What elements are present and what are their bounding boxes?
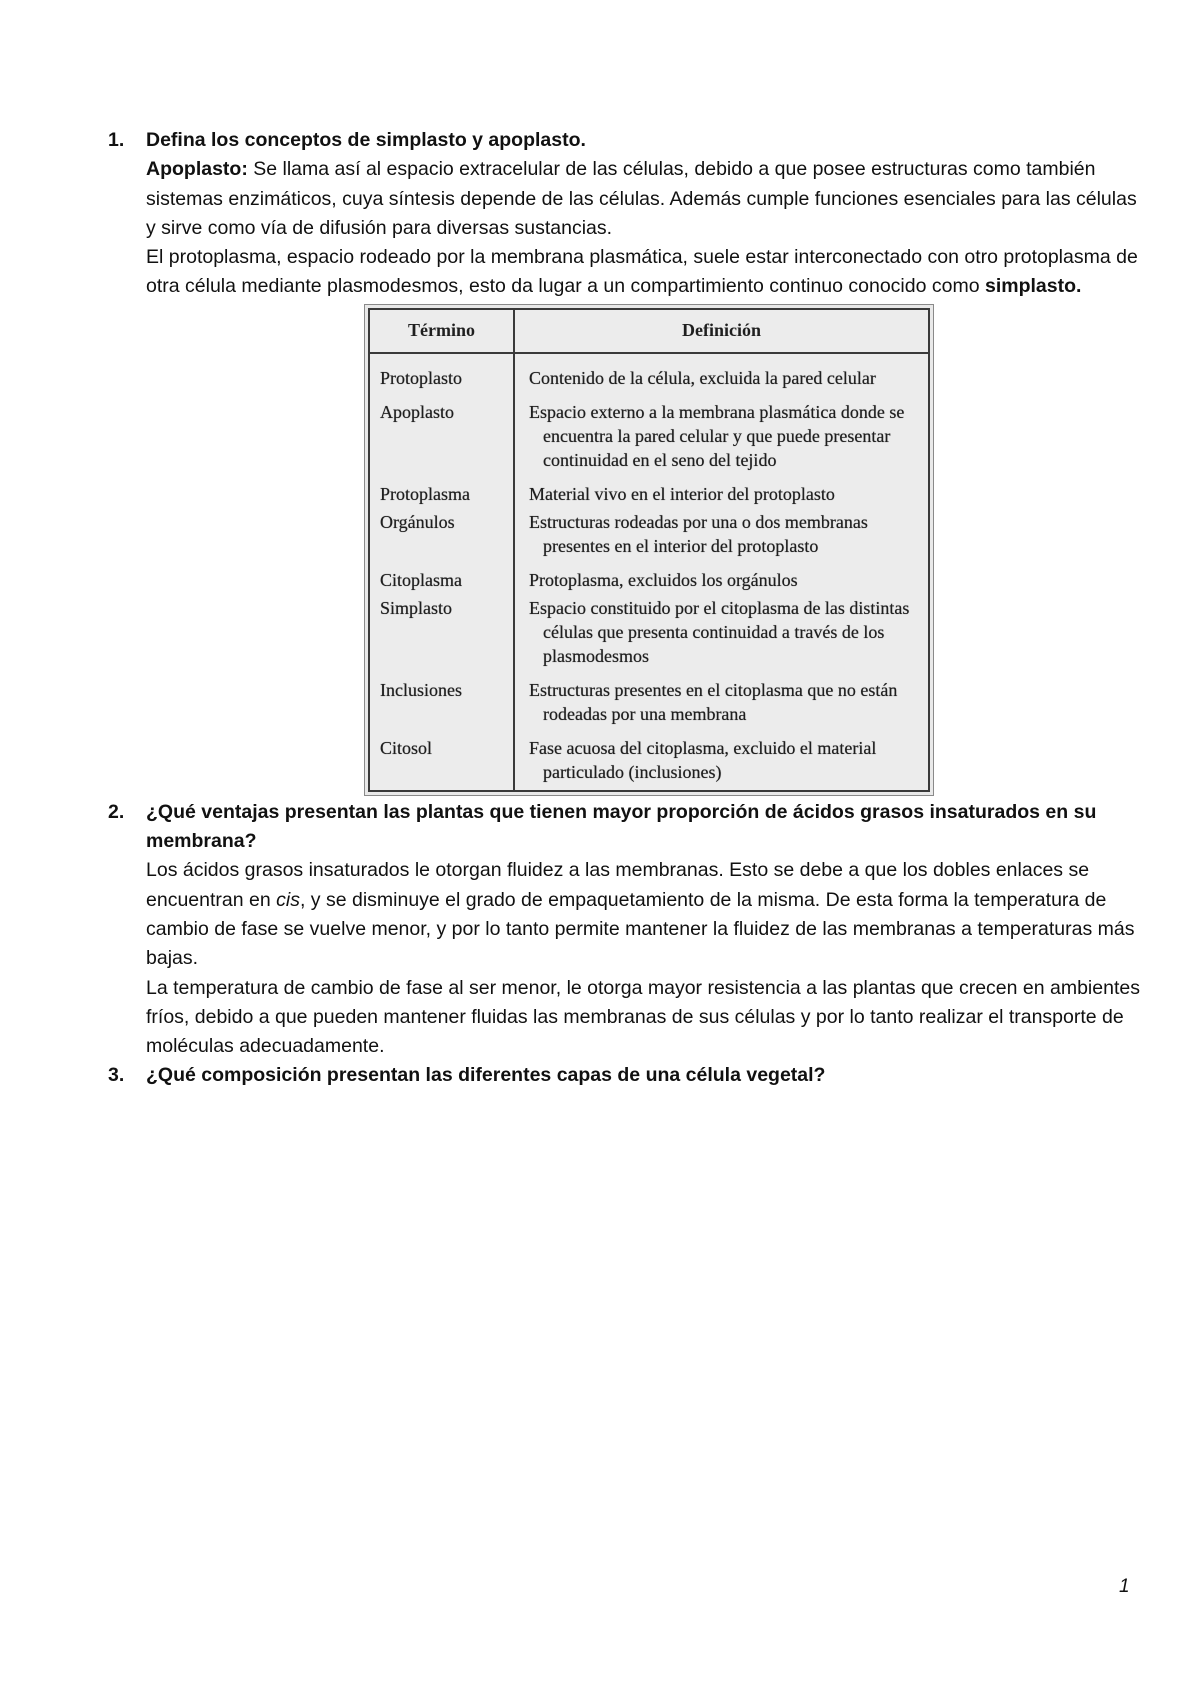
question-1-title: Defina los conceptos de simplasto y apoplasto.	[146, 129, 586, 151]
row-definition: Estructuras rodeadas por una o dos membranas presentes en el interior del protoplasto	[529, 511, 868, 556]
row-definition: Contenido de la célula, excluida la pared celular	[529, 367, 876, 388]
row-term: Apoplasto	[369, 394, 514, 476]
header-definition: Definición	[514, 309, 929, 353]
row-term: Citoplasma	[369, 562, 514, 596]
question-1-number: 1.	[108, 129, 125, 151]
header-term: Término	[369, 309, 514, 353]
table-row	[369, 476, 929, 510]
page-number: 1	[1119, 1576, 1130, 1597]
simplasto-text: El protoplasma, espacio rodeado por la membrana plasmática, suele estar interconectado con otro protoplasma de otra célula mediante plasmodesmos, esto da lugar a un compartimiento continuo conocido como	[146, 246, 1138, 298]
row-term: Inclusiones	[369, 672, 514, 730]
table-row	[369, 596, 929, 672]
table-row	[369, 562, 929, 596]
row-term: Protoplasma	[369, 476, 514, 510]
simplasto-definition	[146, 243, 1146, 302]
question-list	[106, 126, 1146, 1091]
document-content	[106, 126, 1146, 1091]
question-2	[106, 798, 1146, 1062]
row-term: Citosol	[369, 730, 514, 791]
simplasto-term: simplasto	[984, 275, 1076, 298]
row-definition: Espacio constituido por el citoplasma de las distintas células que presenta continuidad a través de los plasmodesmos	[529, 597, 910, 666]
table-row	[369, 353, 929, 394]
question-3-title: ¿Qué composición presentan las diferentes capas de una célula vegetal?	[146, 1064, 826, 1087]
row-definition: Protoplasma, excluidos los orgánulos	[529, 569, 798, 590]
table-row	[369, 510, 929, 562]
row-definition: Material vivo en el interior del protoplasto	[529, 483, 835, 504]
question-1	[106, 126, 1146, 796]
question-2-title: ¿Qué ventajas presentan las plantas que tienen mayor proporción de ácidos grasos insaturados en su membrana?	[146, 800, 1097, 853]
fluidity-explanation	[146, 856, 1146, 973]
row-definition: Espacio externo a la membrana plasmática donde se encuentra la pared celular y que puede presentar continuidad en el seno del tejido	[529, 401, 905, 470]
row-term: Protoplasto	[369, 353, 514, 394]
row-definition: Estructuras presentes en el citoplasma que no están rodeadas por una membrana	[529, 679, 898, 724]
fluidity-text-b: , y se disminuye el grado de empaquetamiento de la misma. De esta forma la temperatura de cambio de fase se vuelve menor, y por lo tanto permite mantener la fluidez de las membranas a temperaturas más bajas.	[146, 888, 1135, 970]
question-3	[106, 1061, 1146, 1090]
table-row	[369, 730, 929, 791]
cis-term: cis	[276, 888, 300, 911]
question-2-number: 2.	[108, 800, 125, 823]
table-header-row	[369, 309, 929, 353]
cold-resistance-explanation: La temperatura de cambio de fase al ser menor, le otorga mayor resistencia a las plantas que crecen en ambientes fríos, debido a que pueden mantener fluidas las membranas de sus células y por lo tanto realizar el transporte de moléculas adecuadamente.	[146, 976, 1140, 1058]
table-row	[369, 394, 929, 476]
row-term: Simplasto	[369, 596, 514, 672]
apoplasto-label: Apoplasto:	[146, 158, 248, 181]
row-definition: Fase acuosa del citoplasma, excluido el material particulado (inclusiones)	[529, 737, 877, 782]
question-3-number: 3.	[108, 1064, 125, 1087]
simplasto-period: .	[1076, 275, 1082, 298]
apoplasto-definition	[146, 155, 1146, 243]
fluidity-text-a: Los ácidos grasos insaturados le otorgan fluidez a las membranas. Esto se debe a que los dobles enlaces se encuentran en	[146, 859, 1090, 911]
terms-table	[368, 308, 930, 792]
terms-table-image	[364, 304, 934, 796]
row-term: Orgánulos	[369, 510, 514, 562]
apoplasto-text: Se llama así al espacio extracelular de las células, debido a que posee estructuras como también sistemas enzimáticos, cuya síntesis depende de las células. Además cumple funciones esenciales para las células y sirve como vía de difusión para diversas sustancias.	[146, 158, 1137, 239]
table-row	[369, 672, 929, 730]
